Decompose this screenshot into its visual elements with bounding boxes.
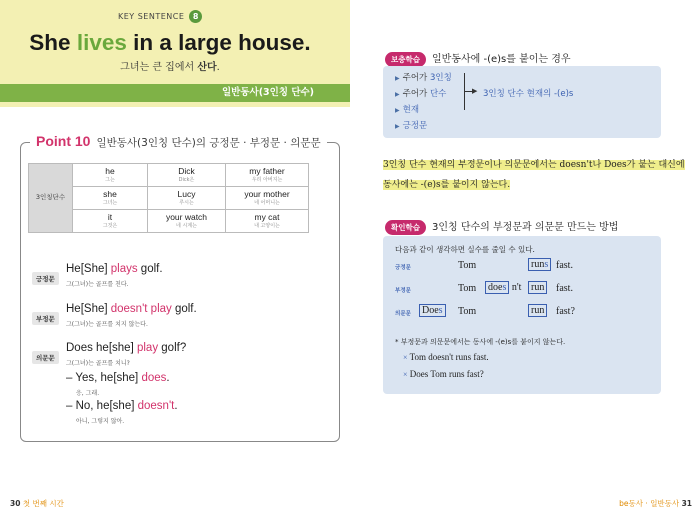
- topic-label: 일반동사(3인칭 단수): [222, 87, 315, 98]
- r1-verb: runs: [528, 258, 551, 271]
- table-cell: Lucy 루시는: [148, 187, 226, 210]
- table-cell: my cat 내 고양이는: [226, 210, 309, 233]
- r2-verb: run: [528, 281, 547, 294]
- table-cell: Dick Dick은: [148, 164, 226, 187]
- chapter-name: 첫 번째 시간: [22, 499, 64, 508]
- key-sentence-number: 8: [189, 10, 202, 23]
- supp-item: ▶ 현재: [395, 105, 420, 115]
- r2-object: fast.: [556, 283, 573, 294]
- table-cell: your mother 네 어머니는: [226, 187, 309, 210]
- yes-answer: – Yes, he[she] does.: [66, 372, 170, 384]
- wrong-example-2: × Does Tom runs fast?: [403, 369, 484, 379]
- question-label: 의문문: [32, 351, 59, 364]
- positive-sentence: He[She] plays golf.: [66, 263, 163, 275]
- page-footer-left: [10, 498, 64, 509]
- r1-label: 긍정문: [395, 265, 411, 271]
- r2-label: 부정문: [395, 288, 411, 294]
- page-footer-right: [619, 498, 692, 509]
- r3-verb: run: [528, 304, 547, 317]
- wrong-example-1: × Tom doesn't runs fast.: [403, 352, 489, 362]
- r3-label: 의문문: [395, 311, 411, 317]
- supp-item: ▶ 주어가 단수: [395, 89, 447, 99]
- question-sentence: Does he[she] play golf?: [66, 342, 187, 354]
- explanation-line-2: 동사에는 -(e)s를 붙이지 않는다.: [383, 180, 511, 190]
- x-icon: ×: [403, 353, 408, 362]
- check-badge: 확인학습: [385, 220, 426, 235]
- r1-subject: Tom: [458, 260, 477, 271]
- x-icon: ×: [403, 370, 408, 379]
- table-cell: your watch 네 시계는: [148, 210, 226, 233]
- negative-label-wrap: [32, 306, 59, 325]
- r2-subject: Tom: [458, 283, 477, 294]
- subject-table: [28, 163, 309, 233]
- question-translation: 그(그녀)는 골프를 치니?: [66, 360, 130, 367]
- supp-item: ▶ 긍정문: [395, 121, 428, 131]
- point-number: Point 10: [36, 133, 91, 149]
- r1-object: fast.: [556, 260, 573, 271]
- key-sentence-title: She lives in a large house.: [29, 30, 311, 55]
- r3-object: fast?: [556, 306, 575, 317]
- point-heading: [30, 131, 327, 150]
- supp-title: 일반동사에 -(e)s를 붙이는 경우: [431, 54, 571, 65]
- page-number: 31: [681, 499, 692, 508]
- r2-aux: does n't: [485, 281, 521, 294]
- table-cell: my father 우리 아버지는: [226, 164, 309, 187]
- check-title: 3인칭 단수의 부정문과 의문문 만드는 방법: [431, 222, 619, 233]
- no-answer: – No, he[she] doesn't.: [66, 400, 178, 412]
- positive-label-wrap: [32, 266, 59, 285]
- r3-aux: Does: [419, 304, 446, 317]
- key-sentence-label: KEY SENTENCE 8: [118, 10, 202, 23]
- supp-result: 3인칭 단수 현재의 -(e)s: [483, 89, 574, 99]
- chapter-title: be동사 · 일반동사: [619, 499, 680, 508]
- negative-translation: 그(그녀)는 골프를 치지 않는다.: [66, 321, 148, 328]
- question-label-wrap: [32, 345, 59, 364]
- supp-heading: [385, 47, 571, 67]
- negative-sentence: He[She] doesn't play golf.: [66, 303, 197, 315]
- explanation-line-1: 3인칭 단수 현재의 부정문이나 의문문에서는 doesn't나 Does가 붙는 대신에: [383, 160, 685, 170]
- row-header: 3인칭단수: [29, 164, 73, 233]
- no-translation: 아니, 그렇지 않아.: [76, 418, 125, 425]
- table-cell: she 그녀는: [73, 187, 148, 210]
- key-sentence-translation: 그녀는 큰 집에서 산다.: [120, 62, 220, 73]
- positive-translation: 그(그녀)는 골프를 친다.: [66, 281, 129, 288]
- check-note: * 부정문과 의문문에서는 동사에 -(e)s를 붙이지 않는다.: [395, 338, 566, 346]
- bracket-line: [455, 73, 465, 110]
- positive-label: 긍정문: [32, 272, 59, 285]
- table-cell: it 그것은: [73, 210, 148, 233]
- arrow-icon: ▶: [472, 87, 478, 95]
- table-row: [29, 164, 309, 187]
- point-title: 일반동사(3인칭 단수)의 긍정문 · 부정문 · 의문문: [96, 137, 321, 149]
- check-heading: [385, 215, 618, 235]
- supp-item: ▶ 주어가 3인칭: [395, 73, 452, 83]
- yes-translation: 응, 그래.: [76, 390, 100, 397]
- check-intro: 다음과 같이 생각하면 실수를 줄일 수 있다.: [395, 245, 535, 254]
- r3-subject: Tom: [458, 306, 477, 317]
- negative-label: 부정문: [32, 312, 59, 325]
- page-number: 30: [10, 499, 21, 508]
- table-cell: he 그는: [73, 164, 148, 187]
- supp-badge: 보충학습: [385, 52, 426, 67]
